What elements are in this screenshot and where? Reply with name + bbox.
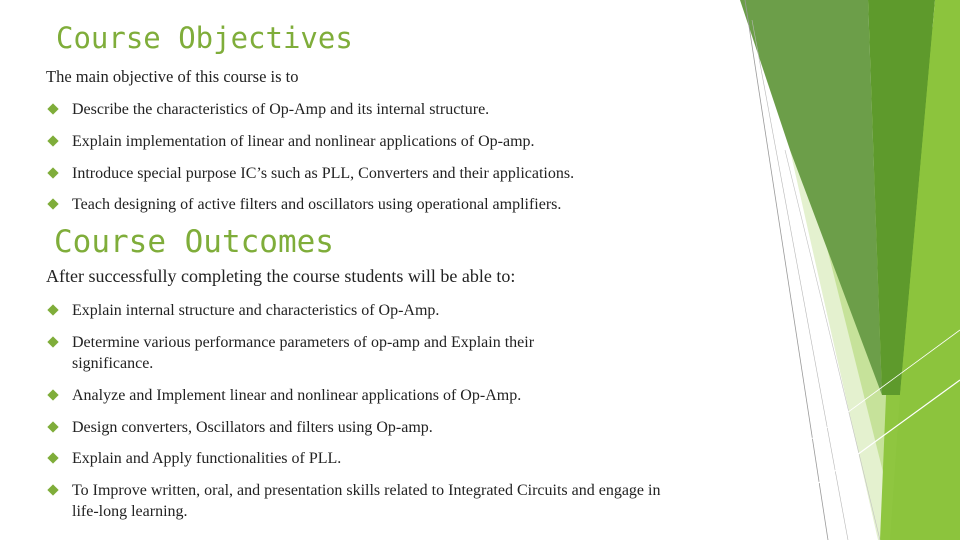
outcomes-intro: After successfully completing the course students will be able to: — [46, 266, 516, 286]
list-item-text: Teach designing of active filters and oscillators using operational amplifiers. — [72, 196, 562, 213]
list-item-text: Analyze and Implement linear and nonlinear applications of Op-Amp. — [72, 387, 522, 404]
list-item-text: Determine various performance parameters of op-amp and Explain their significance. — [72, 334, 535, 372]
list-item-text: Explain and Apply functionalities of PLL. — [72, 450, 342, 467]
list-item-text: Explain internal structure and characteristics of Op-Amp. — [72, 302, 440, 319]
outcomes-title: Course Outcomes — [54, 224, 334, 260]
list-item-text: To Improve written, oral, and presentation skills related to Integrated Circuits and engage in life-long learning. — [72, 482, 661, 520]
objectives-intro: The main objective of this course is to — [46, 67, 299, 86]
dark-green-shape — [740, 0, 882, 395]
objectives-title: Course Objectives — [56, 21, 353, 55]
list-item-text: Design converters, Oscillators and filters using Op-amp. — [72, 419, 433, 436]
list-item-text: Introduce special purpose IC’s such as PLL, Converters and their applications. — [72, 165, 575, 182]
list-item-text: Explain implementation of linear and nonlinear applications of Op-amp. — [72, 133, 535, 150]
list-item-text: Describe the characteristics of Op-Amp and its internal structure. — [72, 101, 490, 118]
